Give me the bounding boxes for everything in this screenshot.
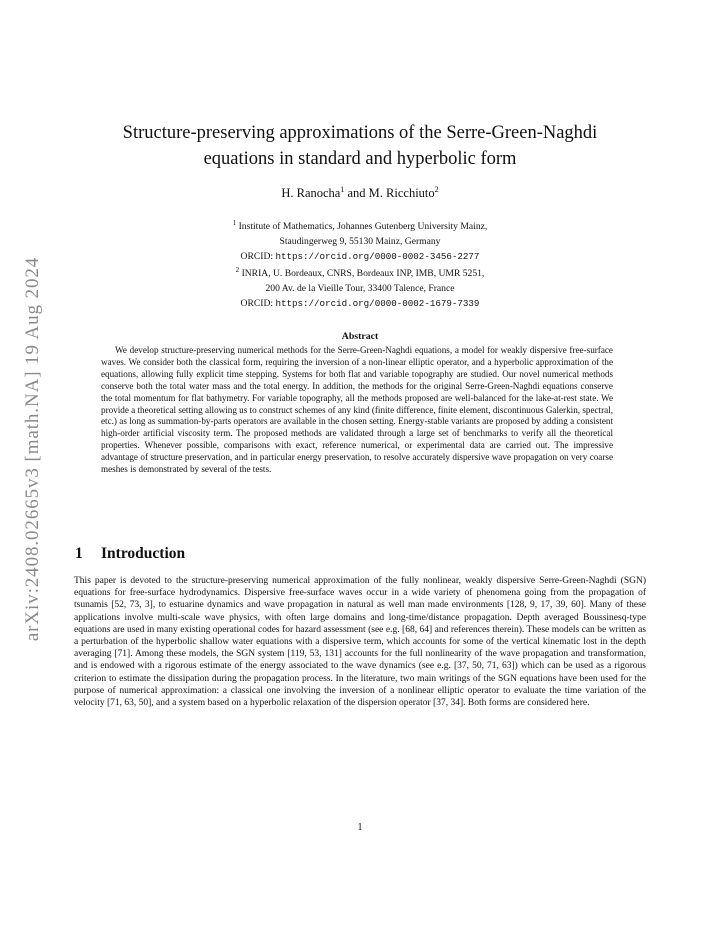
affiliation-mark: 2 xyxy=(235,266,240,274)
affiliation-line: Institute of Mathematics, Johannes Gutenberg University Mainz, xyxy=(238,221,488,233)
orcid-label: ORCID: xyxy=(240,298,274,310)
page-number: 1 xyxy=(357,822,363,833)
author-conjunction: and xyxy=(344,186,369,201)
orcid-link[interactable]: https://orcid.org/0000-0002-1679-7339 xyxy=(275,298,480,310)
title-line-2: equations in standard and hyperbolic form xyxy=(203,149,517,169)
author-name: H. Ranocha xyxy=(281,186,341,201)
arxiv-identifier xyxy=(6,226,60,672)
author-list xyxy=(60,185,660,201)
affiliation-mark: 2 xyxy=(434,185,439,194)
abstract-text: We develop structure-preserving numerical methods for the Serre-Green-Naghdi equations, a model for weakly dispersive free-surface waves. We consider both the classical form, requiring the inversion of a non-linear elliptic operator, and a hyperbolic approximation of the equations, allowing fully explicit time stepping. Systems for both flat and variable topography are studied. Our novel numerical methods conserve both the total water mass and the total energy. In addition, the methods for the original Serre-Green-Naghdi equations conserve the total momentum for flat bathymetry. For variable topography, all the methods proposed are well-balanced for the lake-at-rest state. We provide a theoretical setting allowing us to construct schemes of any kind (finite difference, finite element, discontinuous Galerkin, spectral, etc.) as long as summation-by-parts operators are available in the chosen setting. Energy-stable variants are proposed by adding a consistent high-order artificial viscosity term. The proposed methods are validated through a large set of benchmarks to verify all the theoretical properties. Whenever possible, comparisons with exact, reference numerical, or experimental data are carried out. The impressive advantage of structure preservation, and in particular energy preservation, to resolve accurately dispersive wave propagation on very coarse meshes is demonstrated by several of the tests. xyxy=(101,345,613,475)
introduction-paragraph: This paper is devoted to the structure-preserving numerical approximation of the fully nonlinear, weakly dispersive Serre-Green-Naghdi (SGN) equations for free-surface hydrodynamics. Dispersive free-surface waves occur in a wide variety of phenomena going from the propagation of tsunamis [52, 73, 3], to estuarine dynamics and wave propagation in natural as well man made environments [128, 9, 17, 39, 60]. Many of these applications involve multi-scale wave physics, with often large domains and long-time/distance propagation. Depth averaged Boussinesq-type equations are used in many existing operational codes for hazard assessment (see e.g. [68, 64] and references therein). These models can be written as a perturbation of the hyperbolic shallow water equations with a dispersive term, which accounts for some of the vertical kinematic lost in the depth averaging [71]. Among these models, the SGN system [119, 53, 131] accounts for the full nonlinearity of the wave propagation and transformation, and is endowed with a rigorous estimate of the energy associated to the wave dynamics (see e.g. [37, 50, 71, 63]) which can be used as a rigorous criterion to estimate the dissipation during the propagation process. In the literature, two main writings of the SGN equations have been used for the purpose of numerical approximation: a classical one involving the inversion of a nonlinear elliptic operator to evaluate the time variation of the velocity [71, 63, 50], and a system based on a hyperbolic relaxation of the dispersion operator [37, 34]. Both forms are considered here. xyxy=(74,576,646,709)
paper-title xyxy=(60,120,660,172)
affiliation-line: Staudingerweg 9, 55130 Mainz, Germany xyxy=(279,236,441,248)
affiliation-block xyxy=(100,216,620,264)
affiliation-mark: 1 xyxy=(340,185,345,194)
affiliation-line: 200 Av. de la Vieille Tour, 33400 Talence, France xyxy=(265,283,455,295)
orcid-link[interactable]: https://orcid.org/0000-0002-3456-2277 xyxy=(275,251,480,263)
author-name: M. Ricchiuto xyxy=(368,186,435,201)
section-number: 1 xyxy=(75,545,83,562)
section-title: Introduction xyxy=(101,545,186,562)
orcid-label: ORCID: xyxy=(240,251,274,263)
arxiv-identifier-text: arXiv:2408.02665v3 [math.NA] 19 Aug 2024 xyxy=(22,256,43,642)
affiliation-line: INRIA, U. Bordeaux, CNRS, Bordeaux INP, IMB, UMR 5251, xyxy=(241,268,485,280)
abstract-body xyxy=(101,345,613,476)
title-line-1: Structure-preserving approximations of the Serre-Green-Naghdi xyxy=(122,123,598,143)
affiliation-mark: 1 xyxy=(232,219,237,227)
abstract-heading: Abstract xyxy=(341,331,379,342)
affiliation-block xyxy=(100,263,620,311)
